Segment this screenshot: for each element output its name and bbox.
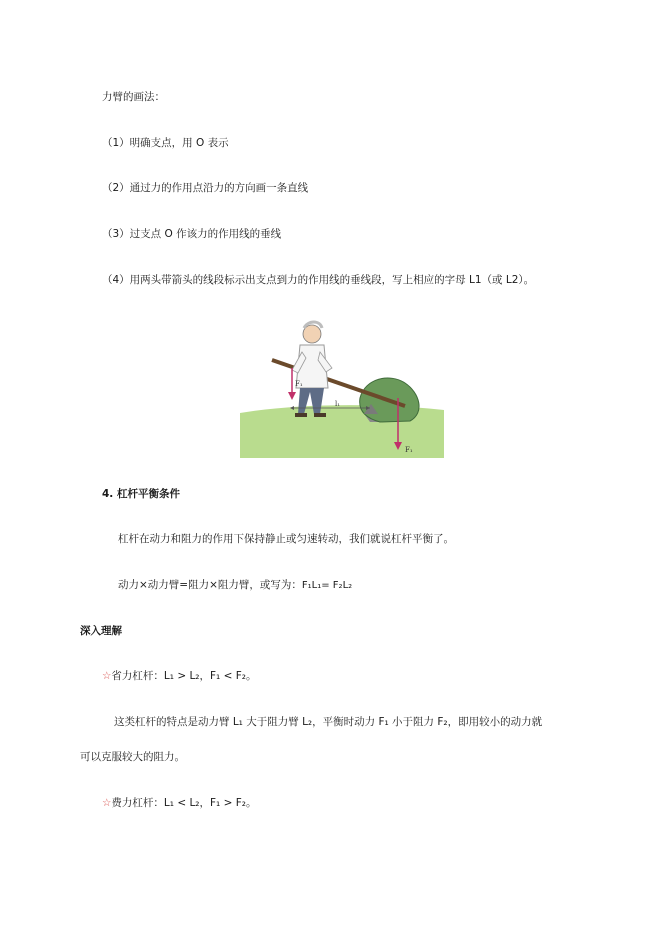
formula: F₁L₁= F₂L₂ [301, 580, 353, 591]
method-step-2: （2）通过力的作用点沿力的方向画一条直线 [102, 182, 309, 194]
costly-lever-label: 费力杠杆： [111, 797, 164, 809]
person-shoe-right [314, 413, 326, 417]
saving-lever-label: 省力杠杆： [111, 670, 164, 682]
label-l1: l₁ [335, 400, 341, 408]
label-f1-bottom: F₁ [405, 446, 413, 454]
section-4-heading: 4. 杠杆平衡条件 [102, 488, 180, 500]
saving-lever-line [102, 669, 256, 683]
star-icon: ☆ [102, 670, 112, 682]
costly-lever-line [102, 796, 256, 810]
method-step-4: （4）用两头带箭头的线段标示出支点到力的作用线的垂线段，写上相应的字母 L1（或 L2）。 [102, 274, 535, 286]
section-4-paragraph: 杠杆在动力和阻力的作用下保持静止或匀速转动，我们就说杠杆平衡了。 [118, 533, 454, 545]
formula-prefix: 动力×动力臂=阻力×阻力臂，或写为： [118, 579, 302, 591]
saving-lever-desc-2: 可以克服较大的阻力。 [80, 751, 185, 763]
deep-heading: 深入理解 [80, 625, 122, 637]
method-step-1: （1）明确支点，用 O 表示 [102, 137, 229, 149]
label-f1: F₁ [295, 380, 303, 388]
saving-lever-relation: L₁ > L₂，F₁ < F₂。 [163, 670, 257, 682]
method-step-3: （3）过支点 O 作该力的作用线的垂线 [102, 228, 282, 240]
star-icon: ☆ [102, 797, 112, 809]
method-title: 力臂的画法： [102, 91, 165, 103]
section-4-formula-line [118, 578, 352, 593]
person-shoe-left [295, 413, 307, 417]
saving-lever-desc-1: 这类杠杆的特点是动力臂 L₁ 大于阻力臂 L₂，平衡时动力 F₁ 小于阻力 F₂，即用较小的动力就 [114, 716, 543, 728]
costly-lever-relation: L₁ < L₂，F₁ > F₂。 [163, 797, 257, 809]
lever-illustration [240, 318, 444, 458]
